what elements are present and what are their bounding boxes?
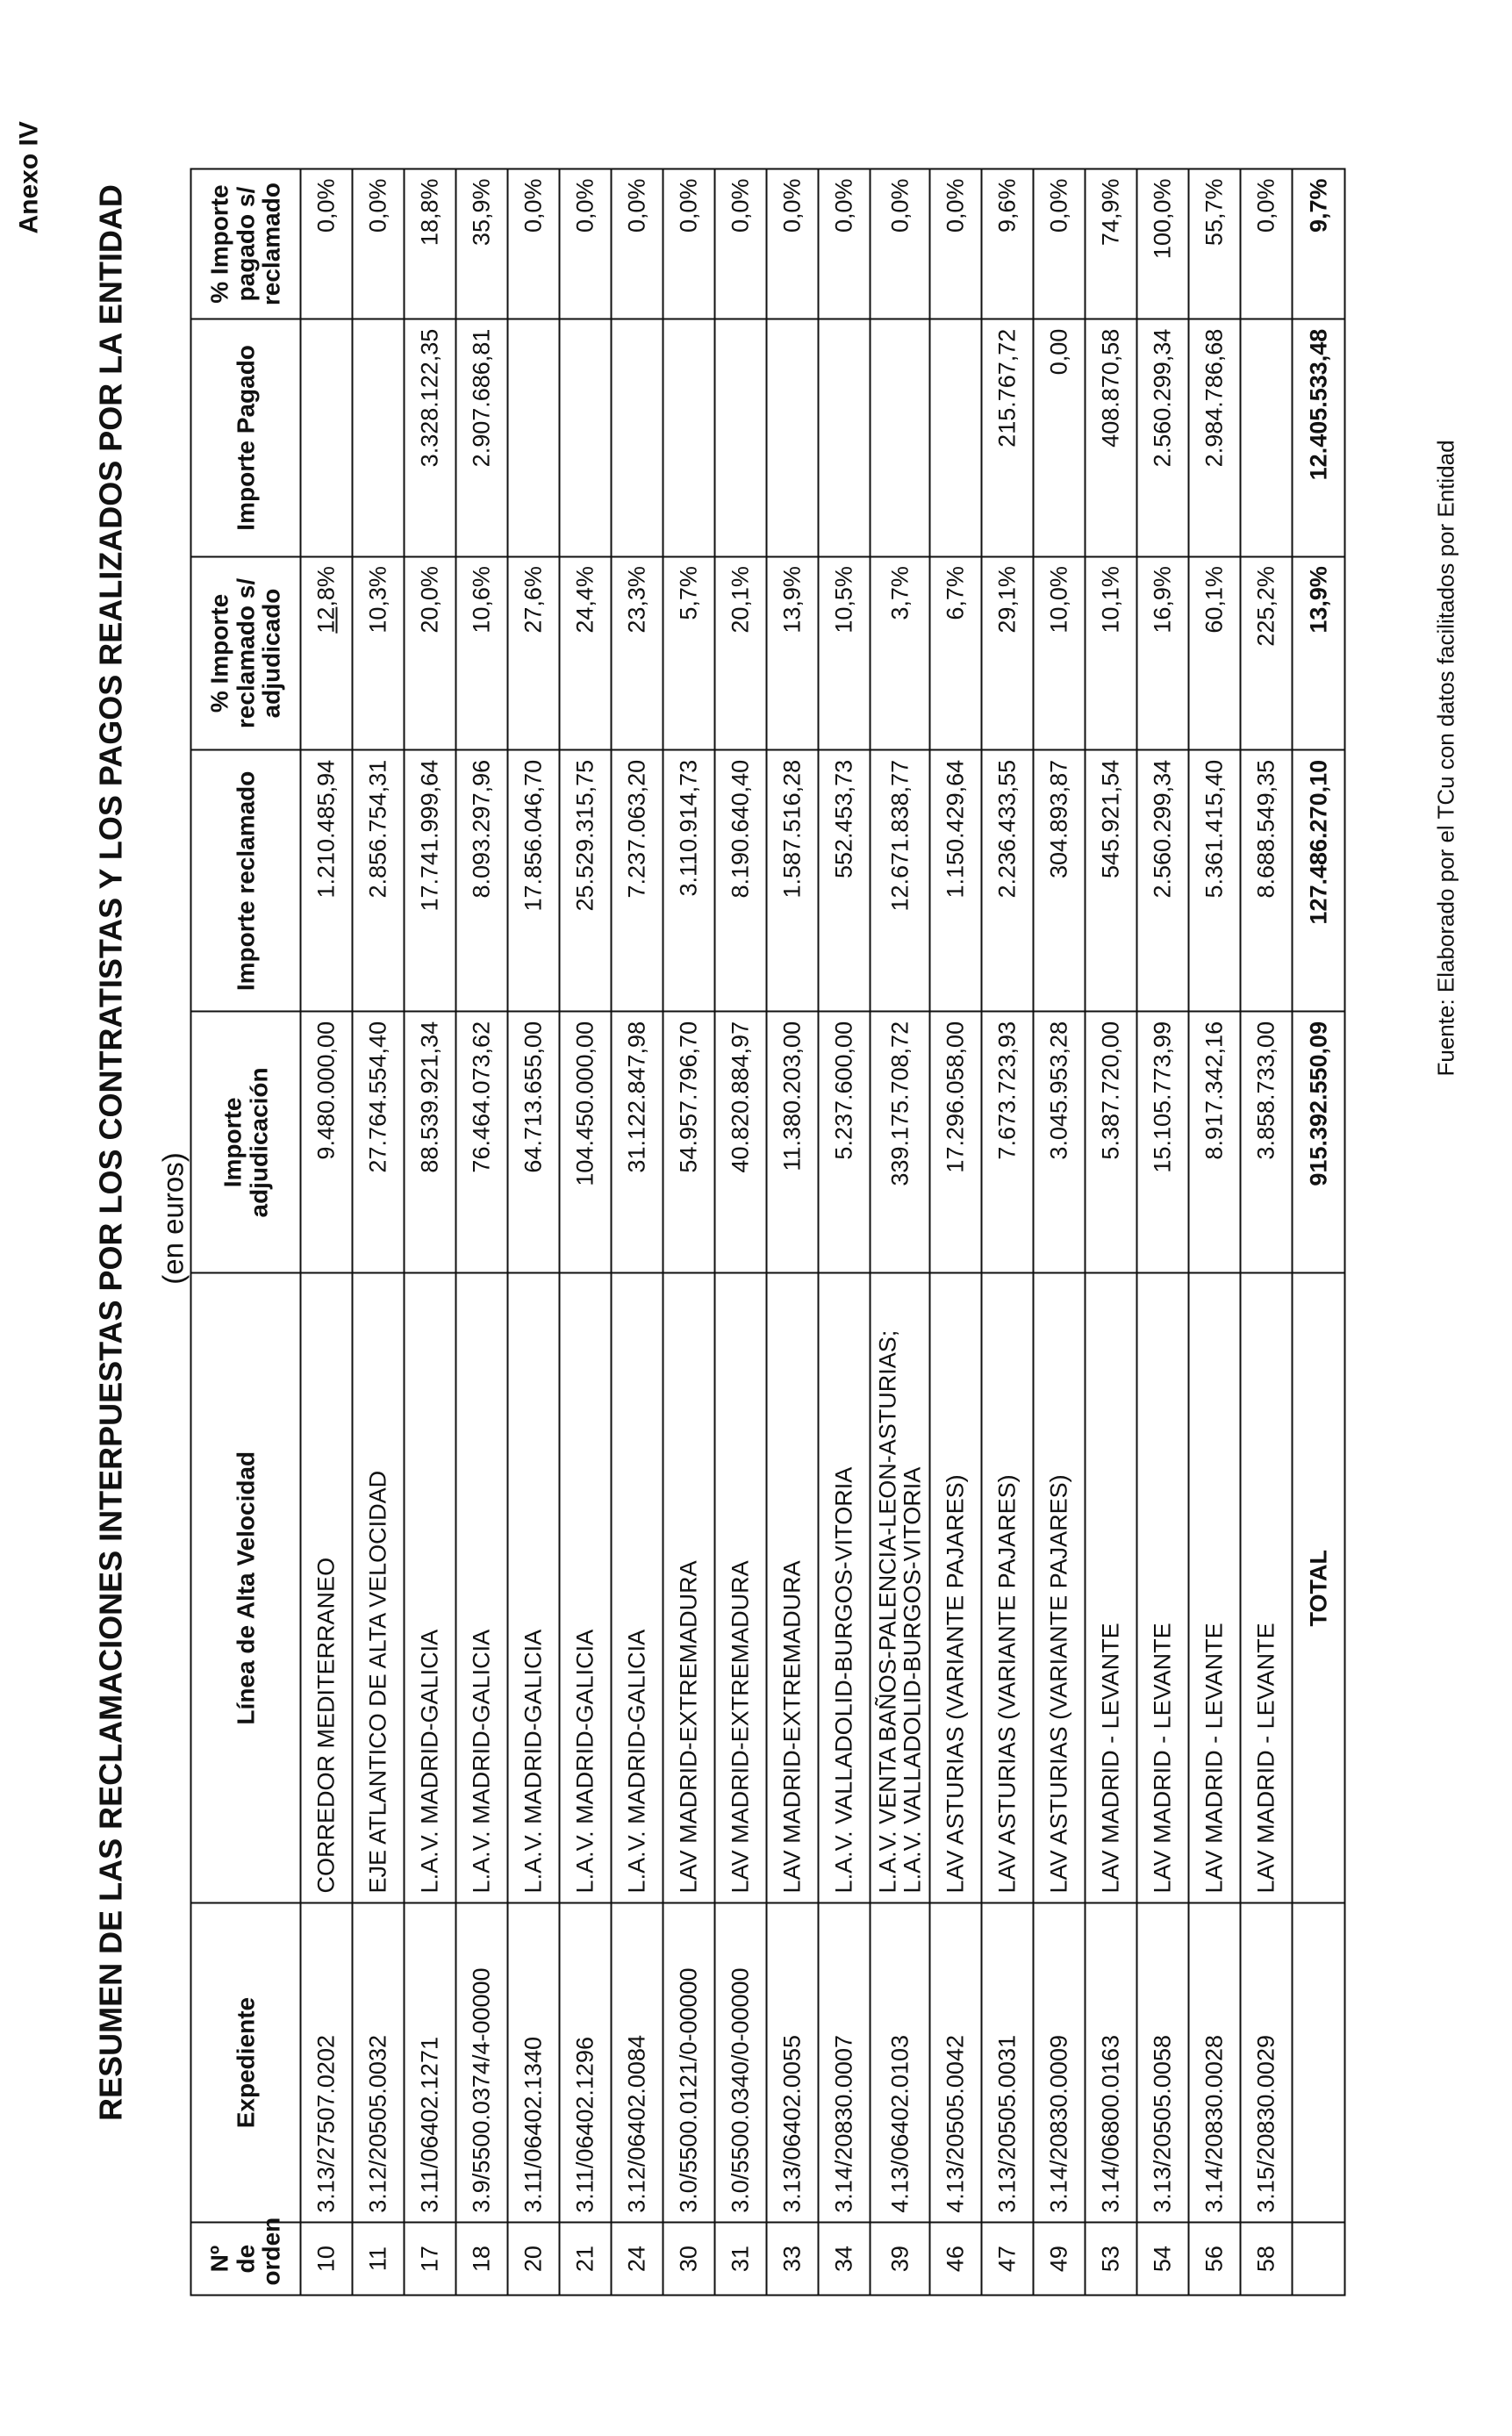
pct-pagado-cell: 0,0%: [507, 168, 559, 319]
adjudicacion-cell: 9.480.000,00: [300, 1011, 352, 1272]
adjudicacion-cell: 15.105.773,99: [1136, 1011, 1188, 1272]
page-title: RESUMEN DE LAS RECLAMACIONES INTERPUESTAS POR LOS CONTRATISTAS Y LOS PAGOS REALIZADOS POR LA ENTIDAD: [92, 183, 128, 2121]
order-cell: 18: [455, 2222, 507, 2295]
adjudicacion-cell: 64.713.655,00: [507, 1011, 559, 1272]
table-row: [818, 168, 870, 2295]
total-row: [1292, 168, 1344, 2295]
order-cell: 39: [870, 2222, 929, 2295]
pct-pagado-cell: 0,0%: [1033, 168, 1085, 319]
pct-reclamado-cell: [352, 556, 404, 750]
pagado-cell: 215.767,72: [981, 319, 1033, 555]
linea-cell: [559, 1272, 611, 1902]
pagado-cell: [507, 319, 559, 555]
reclamado-cell: 12.671.838,77: [870, 749, 929, 1011]
total-pagado: 12.405.533,48: [1292, 319, 1344, 555]
pct-pagado-cell: 0,0%: [818, 168, 870, 319]
order-cell: 49: [1033, 2222, 1085, 2295]
reclamado-cell: 1.150.429,64: [929, 749, 981, 1011]
pct-reclamado-text: 29,1%: [993, 565, 1021, 634]
linea-text: LAV MADRID-EXTREMADURA: [675, 1559, 702, 1893]
expediente-cell: 3.11/06402.1340: [507, 1902, 559, 2222]
table-row: [1085, 168, 1136, 2295]
adjudicacion-cell: 40.820.884,97: [714, 1011, 766, 1272]
reclamado-cell: 25.529.315,75: [559, 749, 611, 1011]
header-pct-reclamado: % Importe reclamado s/ adjudicado: [190, 556, 300, 750]
pct-reclamado-cell: [714, 556, 766, 750]
linea-cell: [1085, 1272, 1136, 1902]
linea-cell: [870, 1272, 929, 1902]
linea-text: LAV MADRID-EXTREMADURA: [778, 1559, 806, 1893]
pct-reclamado-text: 27,6%: [520, 565, 547, 634]
total-pct-pagado: 9,7%: [1292, 168, 1344, 319]
pagado-cell: [611, 319, 663, 555]
pct-reclamado-cell: [1033, 556, 1085, 750]
table-row: [300, 168, 352, 2295]
linea-cell: [611, 1272, 663, 1902]
linea-text-2: L.A.V. VALLADOLID-BURGOS-VITORIA: [899, 1466, 925, 1893]
pct-pagado-cell: 0,0%: [663, 168, 714, 319]
linea-cell: [766, 1272, 818, 1902]
expediente-cell: 3.0/5500.0121/0-00000: [663, 1902, 714, 2222]
expediente-cell: 3.15/20830.0029: [1240, 1902, 1292, 2222]
adjudicacion-cell: 27.764.554,40: [352, 1011, 404, 1272]
linea-cell: [1240, 1272, 1292, 1902]
linea-text: L.A.V. VENTA BAÑOS-PALENCIA-LEON-ASTURIAS;: [873, 1329, 900, 1893]
adjudicacion-cell: 3.858.733,00: [1240, 1011, 1292, 1272]
reclamado-cell: 545.921,54: [1085, 749, 1136, 1011]
adjudicacion-cell: 76.464.073,62: [455, 1011, 507, 1272]
pct-pagado-cell: 18,8%: [404, 168, 455, 319]
reclamado-cell: 2.560.299,34: [1136, 749, 1188, 1011]
linea-cell: [1136, 1272, 1188, 1902]
expediente-cell: 3.14/06800.0163: [1085, 1902, 1136, 2222]
pct-reclamado-cell: [1136, 556, 1188, 750]
pct-pagado-cell: 0,0%: [714, 168, 766, 319]
linea-text: LAV MADRID - LEVANTE: [1252, 1622, 1279, 1893]
pagado-cell: [929, 319, 981, 555]
claims-table: [190, 168, 1345, 2296]
expediente-cell: 4.13/20505.0042: [929, 1902, 981, 2222]
pct-reclamado-text: 6,7%: [942, 565, 969, 620]
reclamado-cell: 17.856.046,70: [507, 749, 559, 1011]
adjudicacion-cell: 8.917.342,16: [1188, 1011, 1240, 1272]
order-cell: 47: [981, 2222, 1033, 2295]
linea-text: L.A.V. MADRID-GALICIA: [468, 1629, 495, 1893]
table-row: [1136, 168, 1188, 2295]
pagado-cell: [352, 319, 404, 555]
pagado-cell: [300, 319, 352, 555]
order-cell: 56: [1188, 2222, 1240, 2295]
order-cell: 10: [300, 2222, 352, 2295]
pct-reclamado-text: 23,3%: [623, 565, 650, 634]
pct-pagado-cell: 0,0%: [870, 168, 929, 319]
header-reclamado: Importe reclamado: [190, 749, 300, 1011]
table-row: [404, 168, 455, 2295]
expediente-cell: 3.14/20830.0009: [1033, 1902, 1085, 2222]
expediente-cell: 3.11/06402.1271: [404, 1902, 455, 2222]
pct-reclamado-text: 60,1%: [1200, 565, 1228, 634]
pct-reclamado-text: 10,6%: [468, 565, 495, 634]
table-row: [714, 168, 766, 2295]
expediente-cell: 3.14/20830.0028: [1188, 1902, 1240, 2222]
adjudicacion-cell: 54.957.796,70: [663, 1011, 714, 1272]
table-row: [929, 168, 981, 2295]
expediente-cell: 4.13/06402.0103: [870, 1902, 929, 2222]
linea-text: LAV MADRID - LEVANTE: [1200, 1622, 1228, 1893]
expediente-cell: 3.0/5500.0340/0-00000: [714, 1902, 766, 2222]
total-exp-cell: [1292, 1902, 1344, 2222]
pct-reclamado-cell: [455, 556, 507, 750]
table-row: [1033, 168, 1085, 2295]
linea-text: EJE ATLANTICO DE ALTA VELOCIDAD: [364, 1470, 391, 1893]
expediente-cell: 3.12/20505.0032: [352, 1902, 404, 2222]
pct-reclamado-text: 24,4%: [571, 565, 598, 634]
annex-label: Anexo IV: [14, 120, 43, 233]
pct-reclamado-text: 20,1%: [727, 565, 754, 634]
adjudicacion-cell: 3.045.953,28: [1033, 1011, 1085, 1272]
linea-cell: [663, 1272, 714, 1902]
table-row: [352, 168, 404, 2295]
pagado-cell: [714, 319, 766, 555]
table-row: [611, 168, 663, 2295]
linea-cell: [929, 1272, 981, 1902]
total-pct-reclamado: 13,9%: [1292, 556, 1344, 750]
expediente-cell: 3.9/5500.0374/4-00000: [455, 1902, 507, 2222]
linea-cell: [981, 1272, 1033, 1902]
reclamado-cell: 8.093.297,96: [455, 749, 507, 1011]
order-cell: 58: [1240, 2222, 1292, 2295]
expediente-cell: 3.14/20830.0007: [818, 1902, 870, 2222]
pagado-cell: 2.984.786,68: [1188, 319, 1240, 555]
table-body: [300, 168, 1292, 2295]
pct-pagado-cell: 0,0%: [611, 168, 663, 319]
adjudicacion-cell: 339.175.708,72: [870, 1011, 929, 1272]
pagado-cell: [766, 319, 818, 555]
header-pct-pagado: % Importe pagado s/ reclamado: [190, 168, 300, 319]
pct-reclamado-text: 20,0%: [416, 565, 443, 634]
pct-pagado-cell: 55,7%: [1188, 168, 1240, 319]
expediente-cell: 3.12/06402.0084: [611, 1902, 663, 2222]
header-row: [190, 168, 300, 2295]
adjudicacion-cell: 88.539.921,34: [404, 1011, 455, 1272]
pagado-cell: [663, 319, 714, 555]
expediente-cell: 3.13/20505.0031: [981, 1902, 1033, 2222]
linea-text: LAV MADRID-EXTREMADURA: [727, 1559, 754, 1893]
pct-reclamado-cell: [507, 556, 559, 750]
pct-reclamado-cell: [870, 556, 929, 750]
pct-reclamado-cell: [300, 556, 352, 750]
pagado-cell: [559, 319, 611, 555]
reclamado-cell: 7.237.063,20: [611, 749, 663, 1011]
reclamado-cell: 304.893,87: [1033, 749, 1085, 1011]
expediente-cell: 3.13/06402.0055: [766, 1902, 818, 2222]
pct-reclamado-text: ,8%: [312, 565, 340, 607]
pct-reclamado-underlined: 12: [312, 606, 340, 634]
linea-cell: [714, 1272, 766, 1902]
reclamado-cell: 2.856.754,31: [352, 749, 404, 1011]
linea-cell: [1188, 1272, 1240, 1902]
pct-reclamado-text: 10,1%: [1097, 565, 1124, 634]
reclamado-cell: 17.741.999,64: [404, 749, 455, 1011]
table-row: [507, 168, 559, 2295]
pct-reclamado-text: 10,3%: [364, 565, 391, 634]
order-cell: 21: [559, 2222, 611, 2295]
pct-reclamado-cell: [404, 556, 455, 750]
linea-cell: [1033, 1272, 1085, 1902]
pct-reclamado-cell: [1085, 556, 1136, 750]
pagado-cell: [818, 319, 870, 555]
adjudicacion-cell: 7.673.723,93: [981, 1011, 1033, 1272]
pct-reclamado-text: 10,5%: [830, 565, 857, 634]
pct-reclamado-text: 225,2%: [1252, 565, 1279, 647]
order-cell: 17: [404, 2222, 455, 2295]
pct-pagado-cell: 0,0%: [352, 168, 404, 319]
adjudicacion-cell: 104.450.000,00: [559, 1011, 611, 1272]
pagado-cell: [1240, 319, 1292, 555]
header-pagado: Importe Pagado: [190, 319, 300, 555]
pct-pagado-cell: 0,0%: [929, 168, 981, 319]
order-cell: 24: [611, 2222, 663, 2295]
reclamado-cell: 8.688.549,35: [1240, 749, 1292, 1011]
total-order-cell: [1292, 2222, 1344, 2295]
adjudicacion-cell: 17.296.058,00: [929, 1011, 981, 1272]
linea-cell: [352, 1272, 404, 1902]
expediente-cell: 3.13/27507.0202: [300, 1902, 352, 2222]
adjudicacion-cell: 5.237.600,00: [818, 1011, 870, 1272]
reclamado-cell: 1.587.516,28: [766, 749, 818, 1011]
pct-reclamado-cell: [929, 556, 981, 750]
total-label: TOTAL: [1292, 1272, 1344, 1902]
table-row: [663, 168, 714, 2295]
linea-text: CORREDOR MEDITERRANEO: [312, 1557, 340, 1893]
table-row: [559, 168, 611, 2295]
pagado-cell: 0,00: [1033, 319, 1085, 555]
pct-pagado-cell: 0,0%: [766, 168, 818, 319]
order-cell: 11: [352, 2222, 404, 2295]
header-expediente: Expediente: [190, 1902, 300, 2222]
pagado-cell: 2.907.686,81: [455, 319, 507, 555]
table-row: [1240, 168, 1292, 2295]
reclamado-cell: 2.236.433,55: [981, 749, 1033, 1011]
reclamado-cell: 552.453,73: [818, 749, 870, 1011]
linea-text: LAV ASTURIAS (VARIANTE PAJARES): [1045, 1473, 1072, 1893]
pct-reclamado-cell: [611, 556, 663, 750]
pct-pagado-cell: 0,0%: [559, 168, 611, 319]
linea-cell: [300, 1272, 352, 1902]
linea-text: L.A.V. MADRID-GALICIA: [571, 1629, 598, 1893]
pct-pagado-cell: 9,6%: [981, 168, 1033, 319]
reclamado-cell: 5.361.415,40: [1188, 749, 1240, 1011]
pct-pagado-cell: 100,0%: [1136, 168, 1188, 319]
table-row: [981, 168, 1033, 2295]
pct-pagado-cell: 0,0%: [1240, 168, 1292, 319]
units-note: (en euros): [156, 1151, 189, 1285]
linea-text: LAV MADRID - LEVANTE: [1097, 1622, 1124, 1893]
total-adjudicacion: 915.392.550,09: [1292, 1011, 1344, 1272]
total-reclamado: 127.486.270,10: [1292, 749, 1344, 1011]
pct-reclamado-cell: [766, 556, 818, 750]
order-cell: 46: [929, 2222, 981, 2295]
pct-reclamado-cell: [1188, 556, 1240, 750]
linea-text: L.A.V. MADRID-GALICIA: [520, 1629, 547, 1893]
adjudicacion-cell: 31.122.847,98: [611, 1011, 663, 1272]
pct-pagado-cell: 35,9%: [455, 168, 507, 319]
expediente-cell: 3.13/20505.0058: [1136, 1902, 1188, 2222]
order-cell: 53: [1085, 2222, 1136, 2295]
linea-cell: [404, 1272, 455, 1902]
pct-reclamado-text: 10,0%: [1045, 565, 1072, 634]
linea-text: LAV ASTURIAS (VARIANTE PAJARES): [942, 1473, 969, 1893]
adjudicacion-cell: 11.380.203,00: [766, 1011, 818, 1272]
linea-cell: [507, 1272, 559, 1902]
expediente-cell: 3.11/06402.1296: [559, 1902, 611, 2222]
pct-reclamado-cell: [818, 556, 870, 750]
pct-reclamado-text: 5,7%: [675, 565, 702, 620]
order-cell: 31: [714, 2222, 766, 2295]
pagado-cell: 2.560.299,34: [1136, 319, 1188, 555]
order-cell: 34: [818, 2222, 870, 2295]
pct-reclamado-cell: [559, 556, 611, 750]
linea-text: L.A.V. MADRID-GALICIA: [416, 1629, 443, 1893]
pagado-cell: [870, 319, 929, 555]
pagado-cell: 3.328.122,35: [404, 319, 455, 555]
linea-text: LAV MADRID - LEVANTE: [1149, 1622, 1176, 1893]
order-cell: 54: [1136, 2222, 1188, 2295]
reclamado-cell: 8.190.640,40: [714, 749, 766, 1011]
pct-reclamado-text: 3,7%: [885, 565, 913, 620]
header-order: Nº de orden: [190, 2222, 300, 2295]
source-note: Fuente: Elaborado por el TCu con datos facilitados por Entidad: [1432, 439, 1458, 1076]
linea-cell: [818, 1272, 870, 1902]
linea-text: L.A.V. MADRID-GALICIA: [623, 1629, 650, 1893]
pagado-cell: 408.870,58: [1085, 319, 1136, 555]
pct-reclamado-cell: [1240, 556, 1292, 750]
reclamado-cell: 3.110.914,73: [663, 749, 714, 1011]
pct-pagado-cell: 0,0%: [300, 168, 352, 319]
pct-reclamado-text: 13,9%: [778, 565, 806, 634]
linea-cell: [455, 1272, 507, 1902]
table-row: [870, 168, 929, 2295]
header-adjudicacion: Importe adjudicación: [190, 1011, 300, 1272]
order-cell: 20: [507, 2222, 559, 2295]
reclamado-cell: 1.210.485,94: [300, 749, 352, 1011]
table-row: [766, 168, 818, 2295]
table-row: [455, 168, 507, 2295]
linea-text: L.A.V. VALLADOLID-BURGOS-VITORIA: [830, 1466, 857, 1893]
pct-reclamado-text: 16,9%: [1149, 565, 1176, 634]
pct-pagado-cell: 74,9%: [1085, 168, 1136, 319]
order-cell: 30: [663, 2222, 714, 2295]
adjudicacion-cell: 5.387.720,00: [1085, 1011, 1136, 1272]
header-linea: Línea de Alta Velocidad: [190, 1272, 300, 1902]
order-cell: 33: [766, 2222, 818, 2295]
table-row: [1188, 168, 1240, 2295]
pct-reclamado-cell: [663, 556, 714, 750]
pct-reclamado-cell: [981, 556, 1033, 750]
linea-text: LAV ASTURIAS (VARIANTE PAJARES): [993, 1473, 1021, 1893]
